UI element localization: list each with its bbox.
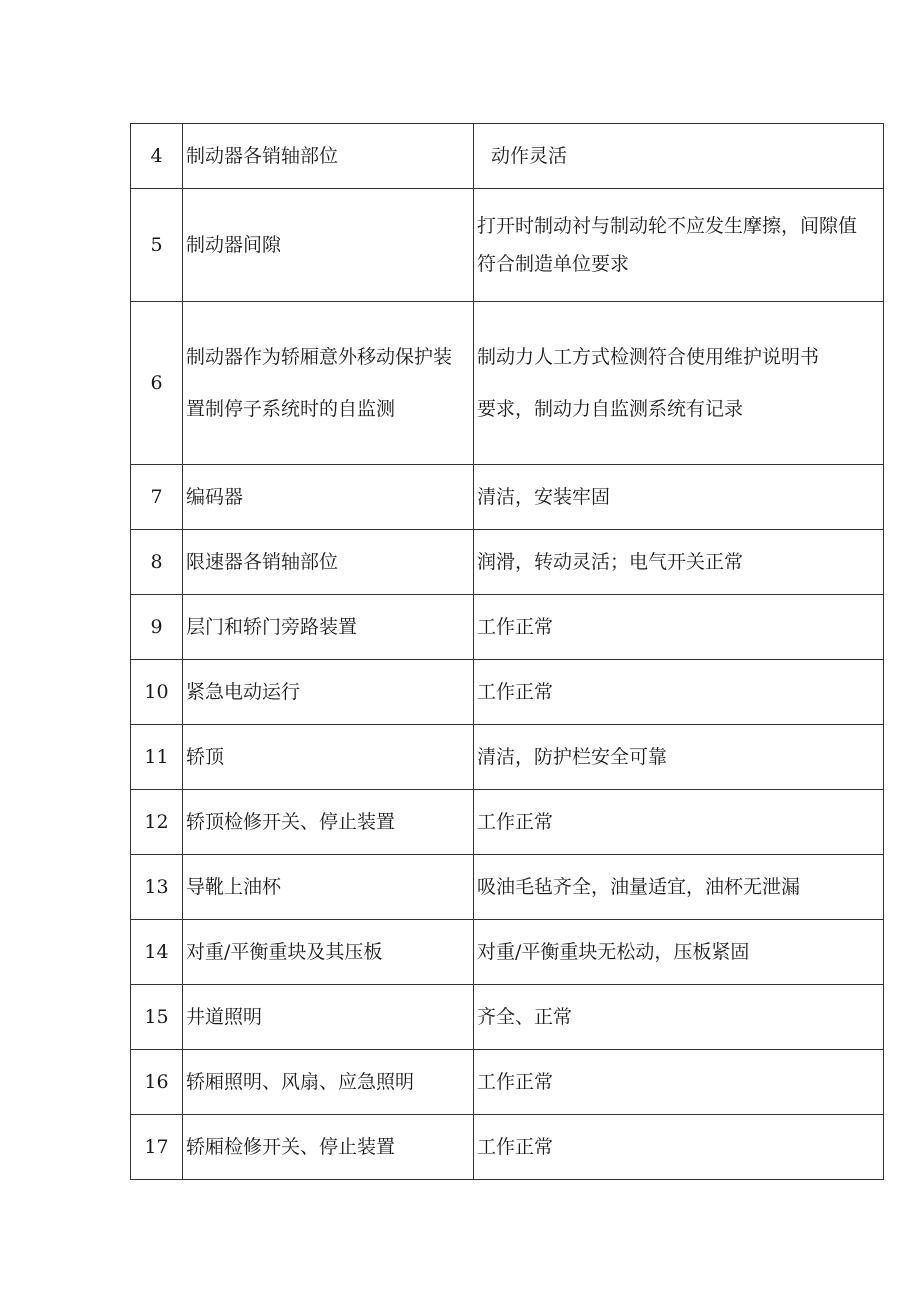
item-cell: [183, 855, 474, 920]
item-text: 编码器: [186, 486, 244, 508]
requirement-text: 工作正常: [477, 1071, 554, 1093]
table-row: [131, 302, 884, 465]
requirement-cell: [474, 1050, 884, 1115]
table-row: [131, 1050, 884, 1115]
row-number: 15: [131, 985, 183, 1050]
requirement-text: 对重/平衡重块无松动，压板紧固: [477, 941, 750, 963]
table-row: [131, 985, 884, 1050]
item-text: 导靴上油杯: [186, 876, 282, 898]
requirement-cell: [474, 985, 884, 1050]
requirement-cell: [474, 530, 884, 595]
requirement-text: 清洁，防护栏安全可靠: [477, 746, 668, 768]
table-row: [131, 725, 884, 790]
item-cell: [183, 1050, 474, 1115]
row-number: 8: [131, 530, 183, 595]
table-row: [131, 189, 884, 302]
requirement-text: 动作灵活: [491, 145, 568, 167]
requirement-cell: [474, 302, 884, 465]
item-cell: [183, 1115, 474, 1180]
requirement-text-line-2: 要求，制动力自监测系统有记录: [477, 398, 744, 420]
item-cell: [183, 920, 474, 985]
row-number: 11: [131, 725, 183, 790]
item-cell: [183, 725, 474, 790]
item-text: 轿顶检修开关、停止装置: [186, 811, 396, 833]
table-row: [131, 660, 884, 725]
row-number: 10: [131, 660, 183, 725]
item-text: 制动器各销轴部位: [186, 145, 339, 167]
requirement-text-line-1: 打开时制动衬与制动轮不应发生摩擦，间隙值: [477, 215, 858, 237]
requirement-text: 工作正常: [477, 616, 554, 638]
item-cell: [183, 530, 474, 595]
row-number: 6: [131, 302, 183, 465]
item-text: 井道照明: [186, 1006, 263, 1028]
item-cell: [183, 595, 474, 660]
item-cell: [183, 790, 474, 855]
table-row: [131, 465, 884, 530]
requirement-text: 工作正常: [477, 681, 554, 703]
requirement-cell: [474, 124, 884, 189]
item-text-line-1: 制动器作为轿厢意外移动保护装: [186, 346, 453, 368]
row-number: 7: [131, 465, 183, 530]
requirement-cell: [474, 465, 884, 530]
requirement-text-line-1: 制动力人工方式检测符合使用维护说明书: [477, 346, 820, 368]
table-row: [131, 530, 884, 595]
table-row: [131, 920, 884, 985]
item-cell: [183, 124, 474, 189]
requirement-text: 齐全、正常: [477, 1006, 573, 1028]
item-text: 轿顶: [186, 746, 225, 768]
row-number: 14: [131, 920, 183, 985]
requirement-text-line-2: 符合制造单位要求: [477, 253, 630, 275]
maintenance-table: [130, 123, 884, 1180]
item-text: 轿厢检修开关、停止装置: [186, 1136, 396, 1158]
item-text-line-2: 置制停子系统时的自监测: [186, 398, 396, 420]
row-number: 16: [131, 1050, 183, 1115]
table-row: [131, 595, 884, 660]
item-text: 轿厢照明、风扇、应急照明: [186, 1071, 415, 1093]
item-cell: [183, 660, 474, 725]
requirement-cell: [474, 855, 884, 920]
row-number: 12: [131, 790, 183, 855]
requirement-text: 工作正常: [477, 1136, 554, 1158]
row-number: 9: [131, 595, 183, 660]
row-number: 17: [131, 1115, 183, 1180]
row-number: 13: [131, 855, 183, 920]
maintenance-table-body: [131, 124, 884, 1180]
item-text: 紧急电动运行: [186, 681, 301, 703]
requirement-cell: [474, 660, 884, 725]
item-text: 制动器间隙: [186, 234, 282, 256]
row-number: 4: [131, 124, 183, 189]
requirement-cell: [474, 595, 884, 660]
requirement-cell: [474, 189, 884, 302]
table-row: [131, 124, 884, 189]
row-number: 5: [131, 189, 183, 302]
requirement-text: 润滑，转动灵活；电气开关正常: [477, 551, 744, 573]
requirement-cell: [474, 920, 884, 985]
item-cell: [183, 985, 474, 1050]
table-row: [131, 855, 884, 920]
item-text: 对重/平衡重块及其压板: [186, 941, 383, 963]
requirement-cell: [474, 790, 884, 855]
item-cell: [183, 189, 474, 302]
requirement-text: 吸油毛毡齐全，油量适宜，油杯无泄漏: [477, 876, 801, 898]
table-row: [131, 790, 884, 855]
item-cell: [183, 302, 474, 465]
requirement-text: 清洁，安装牢固: [477, 486, 611, 508]
requirement-cell: [474, 725, 884, 790]
item-text: 限速器各销轴部位: [186, 551, 339, 573]
requirement-text: 工作正常: [477, 811, 554, 833]
table-row: [131, 1115, 884, 1180]
item-cell: [183, 465, 474, 530]
item-text: 层门和轿门旁路装置: [186, 616, 358, 638]
requirement-cell: [474, 1115, 884, 1180]
